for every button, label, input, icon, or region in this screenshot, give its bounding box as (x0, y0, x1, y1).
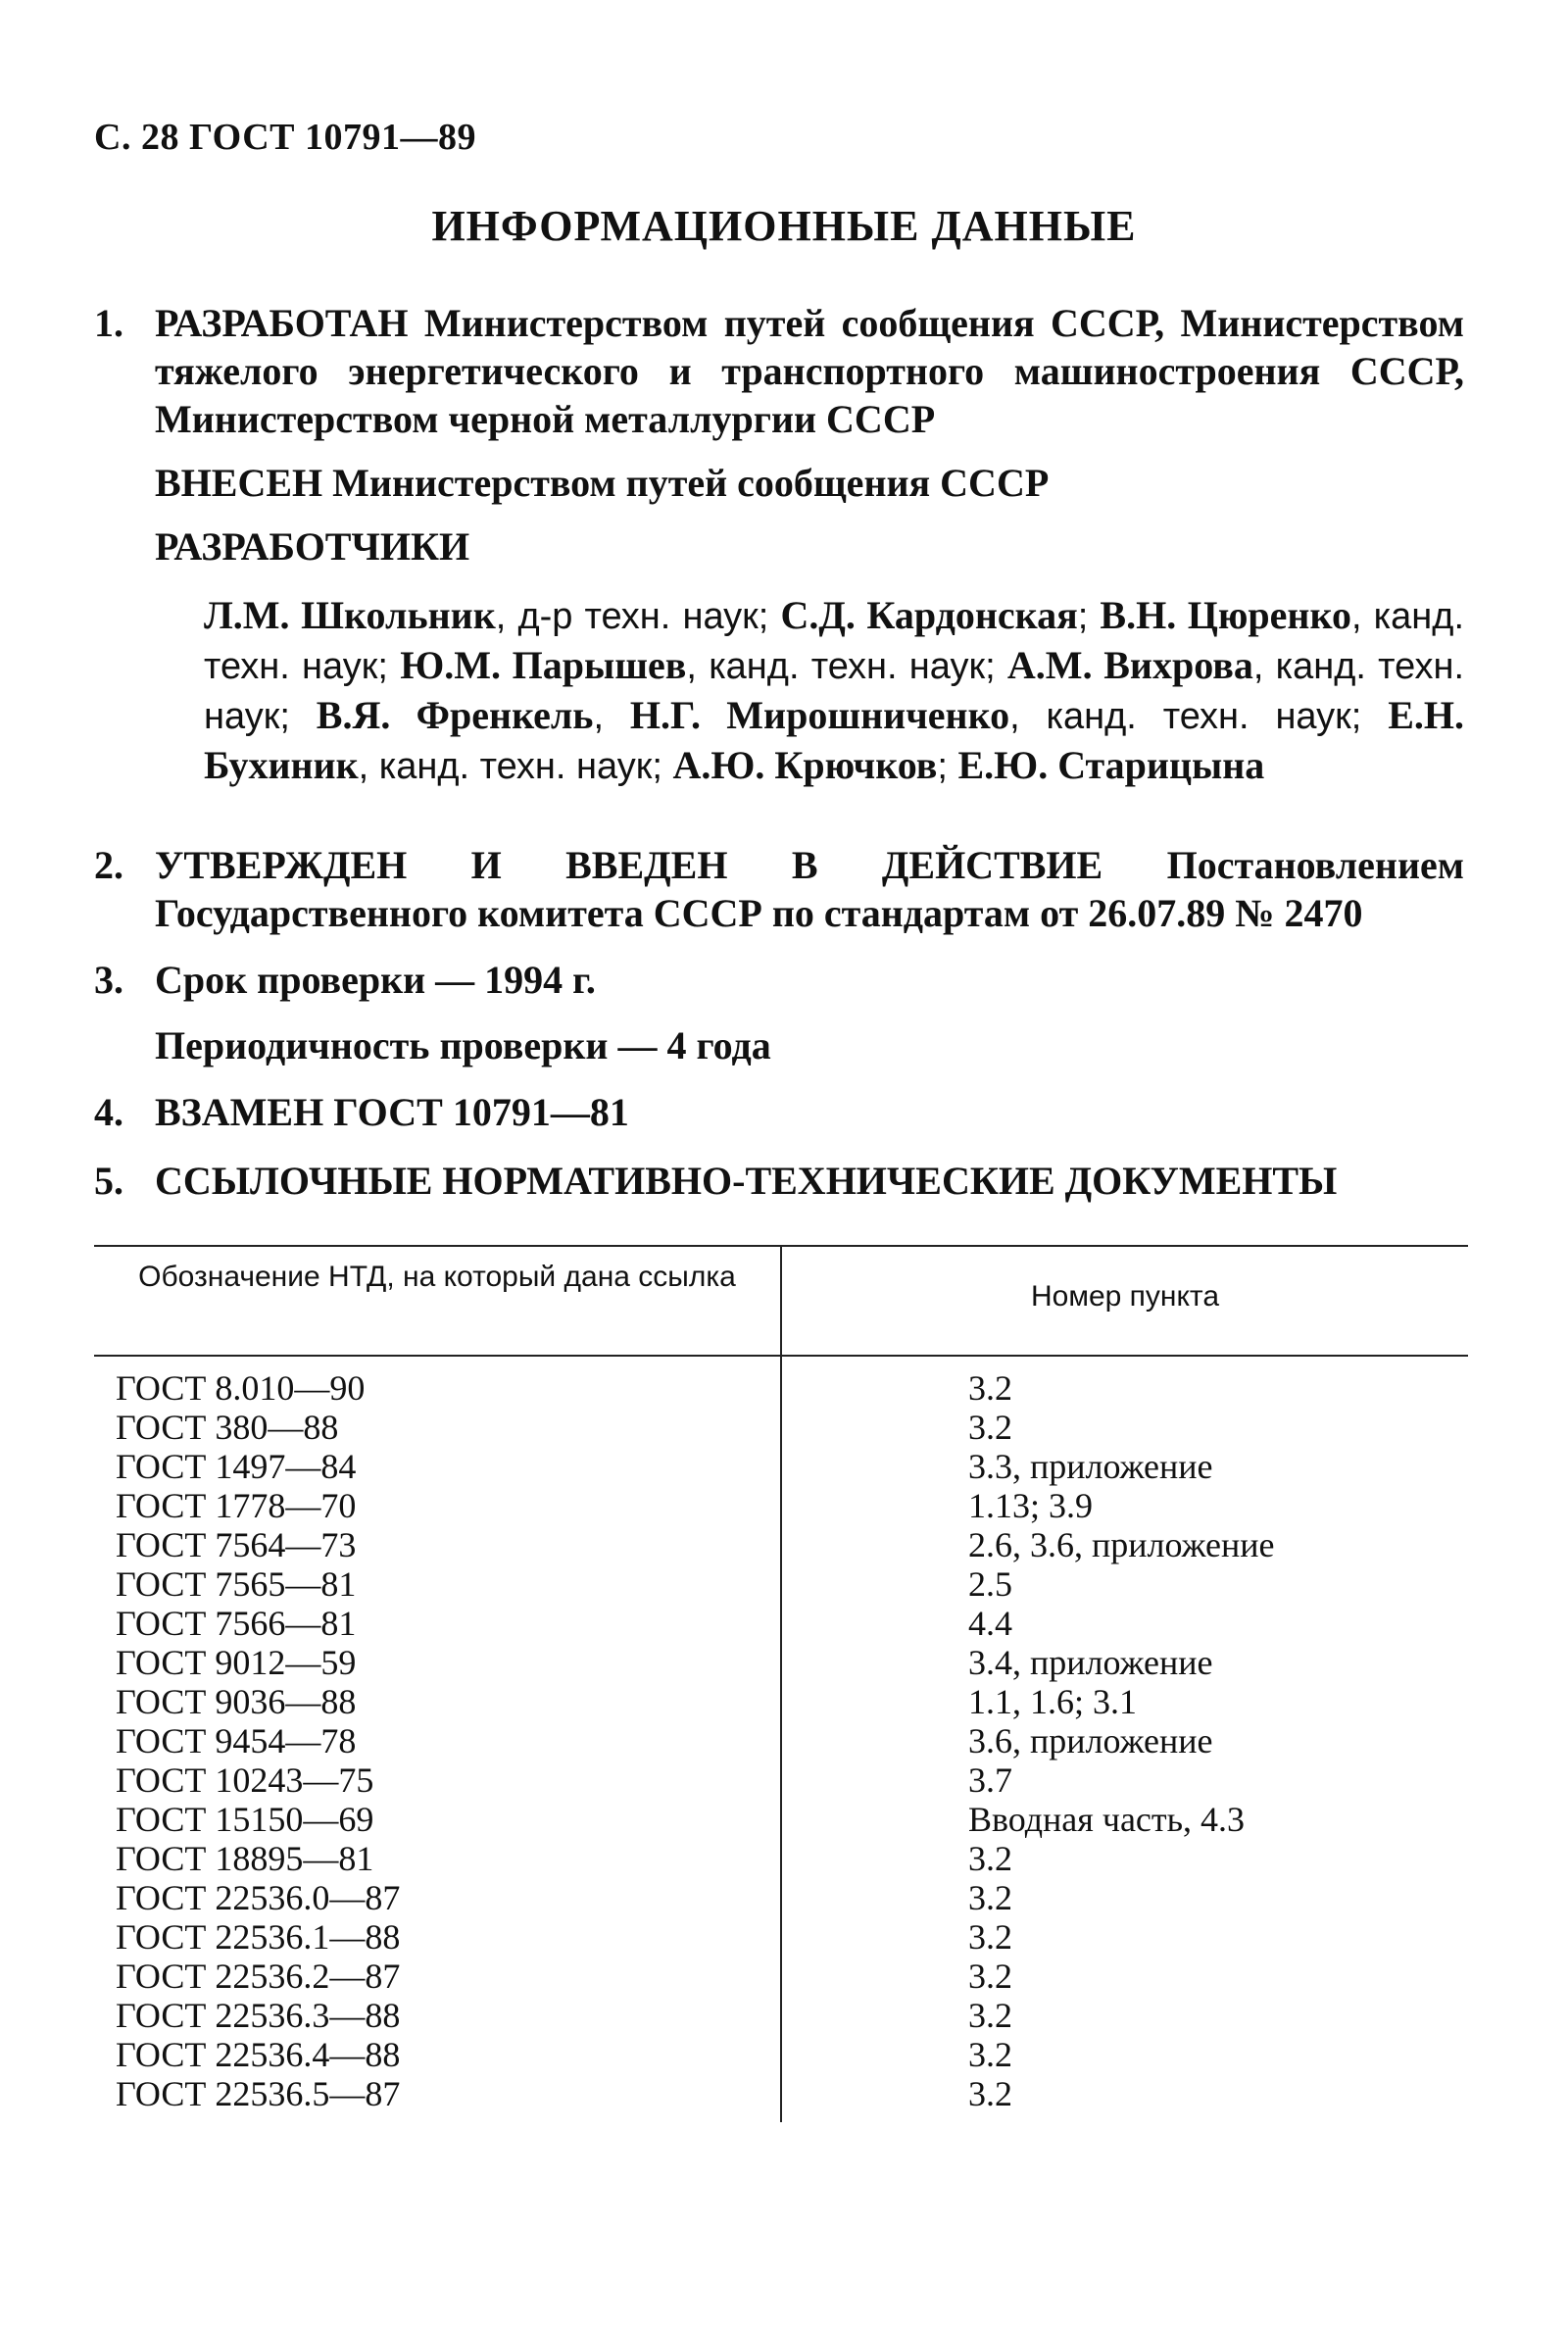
table-row-item: 3.7 (968, 1760, 1012, 1800)
periodicity: Периодичность проверки — 4 года (155, 1023, 771, 1067)
developer-degree: , канд. техн. наук; (204, 646, 1464, 737)
developer-degree: , д-р техн. наук; (495, 596, 781, 637)
table-row-document: ГОСТ 7566—81 (116, 1604, 357, 1643)
item-1-number: 1. (94, 301, 123, 345)
table-column-divider (780, 1245, 782, 2122)
item-2-text: УТВЕРЖДЕН И ВВЕДЕН В ДЕЙСТВИЕ Постановлением Государственного комитета СССР по стандартам от 26.07.89 № 2470 (155, 843, 1464, 935)
table-row-document: ГОСТ 8.010—90 (116, 1368, 366, 1408)
developer-degree: , канд. техн. наук; (1009, 696, 1389, 737)
item-5-number: 5. (94, 1159, 123, 1203)
table-column-documents (116, 1368, 762, 2113)
table-row-item: Вводная часть, 4.3 (968, 1800, 1246, 1839)
table-row-item: 3.6, приложение (968, 1721, 1213, 1760)
developer-degree: , (593, 696, 630, 737)
table-row-document: ГОСТ 10243—75 (116, 1760, 374, 1800)
developer-name: В.Я. Френкель (316, 693, 594, 737)
developer-degree: ; (1077, 596, 1101, 637)
table-row-document: ГОСТ 22536.1—88 (116, 1917, 401, 1957)
table-row-item: 2.6, 3.6, приложение (968, 1525, 1275, 1564)
developer-name: А.М. Вихрова (1006, 643, 1253, 687)
item-4 (94, 1088, 1466, 1136)
developer-degree: , канд. техн. наук; (204, 596, 1464, 687)
table-header-item: Номер пункта (1030, 1280, 1220, 1313)
developer-name: Ю.М. Парышев (400, 643, 687, 687)
item-2 (94, 841, 1466, 937)
table-row-document: ГОСТ 380—88 (116, 1408, 339, 1447)
table-column-items (968, 1368, 1458, 2113)
developer-degree: ; (937, 746, 958, 787)
table-row-item: 3.2 (968, 1957, 1012, 1996)
table-row-document: ГОСТ 9012—59 (116, 1643, 357, 1682)
table-row-document: ГОСТ 18895—81 (116, 1839, 374, 1878)
table-header-document: Обозначение НТД, на который дана ссылка (138, 1261, 736, 1293)
item-5 (94, 1157, 1466, 1205)
developer-name: С.Д. Кардонская (780, 593, 1078, 637)
table-row-document: ГОСТ 22536.2—87 (116, 1957, 401, 1996)
table-row-document: ГОСТ 22536.4—88 (116, 2035, 401, 2074)
developer-name: Е.Ю. Старицына (957, 743, 1265, 787)
developer-name: В.Н. Цюренко (1100, 593, 1352, 637)
table-row-document: ГОСТ 22536.3—88 (116, 1996, 401, 2035)
table-row-document: ГОСТ 7564—73 (116, 1525, 357, 1564)
page-header: С. 28 ГОСТ 10791—89 (94, 117, 476, 158)
item-1-text: РАЗРАБОТАН Министерством путей сообщения СССР, Министерством тяжелого энергетического и транспортного машиностроения СССР, Министерством черной металлургии СССР (155, 301, 1464, 441)
developer-degree: , канд. техн. наук; (358, 746, 673, 787)
table-row-item: 3.2 (968, 2035, 1012, 2074)
item-4-number: 4. (94, 1090, 123, 1134)
table-row-item: 3.2 (968, 1917, 1012, 1957)
item-2-number: 2. (94, 843, 123, 887)
table-row-item: 3.2 (968, 1878, 1012, 1917)
developers-label: РАЗРАБОТЧИКИ (155, 524, 470, 569)
developer-name: Е.Н. Бухиник (204, 693, 1464, 787)
item-4-text: ВЗАМЕН ГОСТ 10791—81 (155, 1090, 629, 1134)
developer-name: Н.Г. Мирошниченко (629, 693, 1010, 737)
table-row-document: ГОСТ 22536.5—87 (116, 2074, 401, 2113)
table-row-item: 1.13; 3.9 (968, 1486, 1094, 1525)
table-row-document: ГОСТ 9036—88 (116, 1682, 357, 1721)
item-5-text: ССЫЛОЧНЫЕ НОРМАТИВНО-ТЕХНИЧЕСКИЕ ДОКУМЕНТЫ (155, 1159, 1338, 1203)
item-3-text: Срок проверки — 1994 г. (155, 958, 596, 1002)
developer-name: А.Ю. Крючков (672, 743, 938, 787)
document-title: ИНФОРМАЦИОННЫЕ ДАННЫЕ (431, 202, 1137, 250)
table-row-item: 3.3, приложение (968, 1447, 1213, 1486)
table-row-document: ГОСТ 7565—81 (116, 1564, 357, 1604)
table-row-document: ГОСТ 1497—84 (116, 1447, 357, 1486)
table-row-document: ГОСТ 15150—69 (116, 1800, 374, 1839)
developer-name: Л.М. Школьник (204, 593, 496, 637)
developer-degree: , канд. техн. наук; (686, 646, 1007, 687)
table-row-document: ГОСТ 1778—70 (116, 1486, 357, 1525)
table-row-item: 3.2 (968, 1408, 1012, 1447)
table-row-item: 1.1, 1.6; 3.1 (968, 1682, 1138, 1721)
item-3 (94, 956, 1466, 1004)
table-row-item: 3.2 (968, 1996, 1012, 2035)
item-1 (94, 299, 1466, 443)
table-row-document: ГОСТ 9454—78 (116, 1721, 357, 1760)
table-row-document: ГОСТ 22536.0—87 (116, 1878, 401, 1917)
references-table (94, 1245, 1468, 2127)
table-row-item: 3.2 (968, 1839, 1012, 1878)
table-row-item: 2.5 (968, 1564, 1012, 1604)
developers-list (204, 591, 1464, 791)
table-row-item: 3.4, приложение (968, 1643, 1213, 1682)
table-row-item: 3.2 (968, 1368, 1012, 1408)
table-row-item: 4.4 (968, 1604, 1012, 1643)
table-row-item: 3.2 (968, 2074, 1012, 2113)
item-3-number: 3. (94, 958, 123, 1002)
submitted-by: ВНЕСЕН Министерством путей сообщения СССР (155, 461, 1050, 505)
